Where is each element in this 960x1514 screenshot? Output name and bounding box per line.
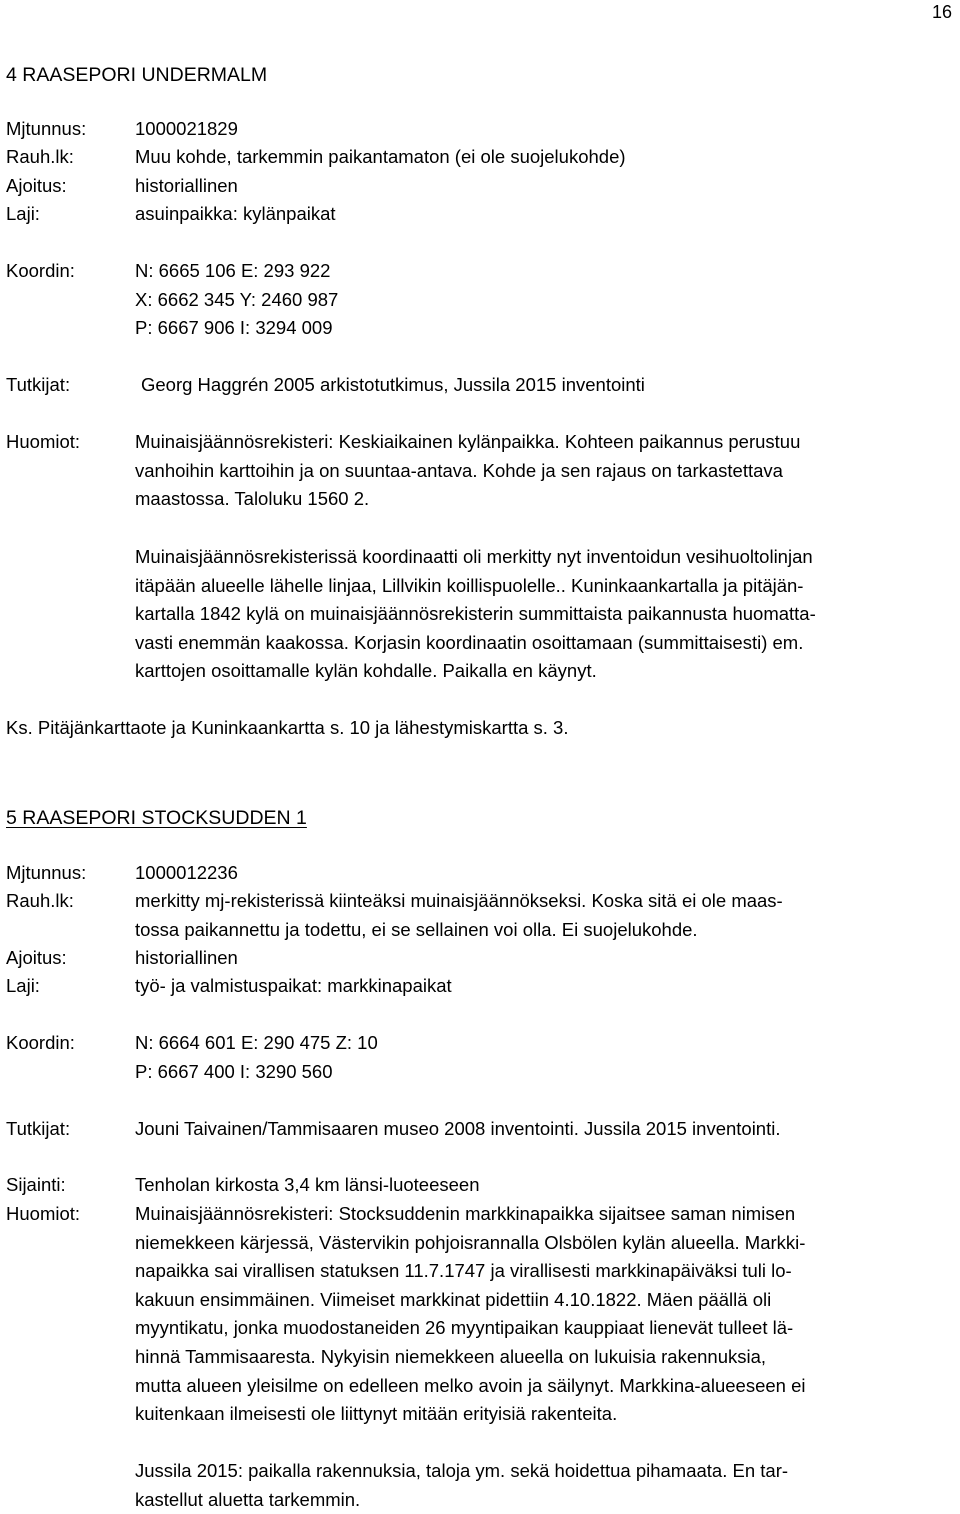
text-line: Muinaisjäännösrekisteri: Stocksuddenin markkinapaikka sijaitsee saman nimisen <box>135 1203 796 1224</box>
field-label: Koordin: <box>6 1032 75 1053</box>
section-heading-stocksudden: 5 RAASEPORI STOCKSUDDEN 1 <box>6 807 307 829</box>
notes-paragraph-2 <box>135 543 955 686</box>
field-label: Ajoitus: <box>6 175 67 196</box>
field-label: Ajoitus: <box>6 947 67 968</box>
map-reference: Ks. Pitäjänkarttaote ja Kuninkaankartta s. 10 ja lähestymiskartta s. 3. <box>6 717 569 738</box>
text-line: mutta alueen yleisilme on edelleen melko avoin ja säilynyt. Markkina-alueeseen ei <box>135 1374 806 1396</box>
notes-paragraph-2 <box>135 1457 955 1514</box>
text-line: kastellut aluetta tarkemmin. <box>135 1488 361 1510</box>
field-value <box>135 887 955 944</box>
field-label: Rauh.lk: <box>6 146 74 167</box>
section-heading-undermalm: 4 RAASEPORI UNDERMALM <box>6 64 268 86</box>
field-value: Muu kohde, tarkemmin paikantamaton (ei ole suojelukohde) <box>135 146 626 167</box>
field-value: työ- ja valmistuspaikat: markkinapaikat <box>135 975 452 996</box>
text-line: merkitty mj-rekisterissä kiinteäksi muinaisjäännökseksi. Koska sitä ei ole maas- <box>135 890 783 911</box>
text-line: Muinaisjäännösrekisterissä koordinaatti oli merkitty nyt inventoidun vesihuoltolinjan <box>135 546 813 567</box>
coordinate-line: X: 6662 345 Y: 2460 987 <box>135 288 339 310</box>
field-label: Tutkijat: <box>6 1118 71 1139</box>
field-value: Tenholan kirkosta 3,4 km länsi-luoteeseen <box>135 1174 480 1195</box>
text-line: Muinaisjäännösrekisteri: Keskiaikainen kylänpaikka. Kohteen paikannus perustuu <box>135 431 801 452</box>
text-line: karttojen osoittamalle kylän kohdalle. Paikalla en käynyt. <box>135 660 597 682</box>
coordinate-line: N: 6665 106 E: 293 922 <box>135 260 331 281</box>
page-number: 16 <box>931 2 952 22</box>
text-line: maastossa. Taloluku 1560 2. <box>135 488 370 510</box>
text-line: kakuun ensimmäinen. Viimeiset markkinat pidettiin 4.10.1822. Mäen päällä oli <box>135 1288 772 1310</box>
field-label: Huomiot: <box>6 431 81 452</box>
field-value: 1000012236 <box>135 862 238 883</box>
coordinate-line: P: 6667 400 I: 3290 560 <box>135 1060 333 1082</box>
field-label: Huomiot: <box>6 1203 81 1224</box>
notes-paragraph <box>135 1200 955 1429</box>
coordinate-line: N: 6664 601 E: 290 475 Z: 10 <box>135 1032 378 1053</box>
field-label: Rauh.lk: <box>6 890 74 911</box>
field-label: Mjtunnus: <box>6 862 87 883</box>
field-label: Koordin: <box>6 260 75 281</box>
text-line: myyntikatu, jonka muodostaneiden 26 myyntipaikan kauppiaat lienevät tulleet lä- <box>135 1317 794 1339</box>
field-value: 1000021829 <box>135 118 238 139</box>
text-line: hinnä Tammisaaresta. Nykyisin niemekkeen alueella on lukuisia rakennuksia, <box>135 1345 767 1367</box>
field-value: Georg Haggrén 2005 arkistotutkimus, Jussila 2015 inventointi <box>141 374 645 395</box>
coordinate-lines <box>135 1029 955 1086</box>
coordinate-lines <box>135 257 955 343</box>
text-line: Jussila 2015: paikalla rakennuksia, taloja ym. sekä hoidettua pihamaata. En tar- <box>135 1460 789 1481</box>
field-label: Tutkijat: <box>6 374 71 395</box>
coordinate-line: P: 6667 906 I: 3294 009 <box>135 317 333 339</box>
text-line: napaikka sai virallisen statuksen 11.7.1747 ja virallisesti markkinapäiväksi tuli lo- <box>135 1260 792 1282</box>
field-value: asuinpaikka: kylänpaikat <box>135 203 336 224</box>
field-value: historiallinen <box>135 175 238 196</box>
field-label: Laji: <box>6 975 40 996</box>
field-value: historiallinen <box>135 947 238 968</box>
text-line: tossa paikannettu ja todettu, ei se sellainen voi olla. Ei suojelukohde. <box>135 918 698 940</box>
text-line: vanhoihin karttoihin ja on suuntaa-antava. Kohde ja sen rajaus on tarkastettava <box>135 459 783 481</box>
text-line: niemekkeen kärjessä, Västervikin pohjoisrannalla Olsbölen kylän alueella. Markki- <box>135 1231 806 1253</box>
field-label: Laji: <box>6 203 40 224</box>
field-label: Mjtunnus: <box>6 118 87 139</box>
field-value: Jouni Taivainen/Tammisaaren museo 2008 inventointi. Jussila 2015 inventointi. <box>135 1118 781 1139</box>
text-line: kuitenkaan ilmeisesti ole liittynyt mitään erityisiä rakenteita. <box>135 1403 618 1425</box>
notes-paragraph <box>135 428 955 514</box>
text-line: itäpään alueelle lähelle linjaa, Lillvikin koillispuolelle.. Kuninkaankartalla ja pitäjän- <box>135 574 804 596</box>
text-line: vasti enemmän kaakossa. Korjasin koordinaatin osoittamaan (summittaisesti) em. <box>135 631 804 653</box>
text-line: kartalla 1842 kylä on muinaisjäännösrekisterin summittaista paikannusta huomatta- <box>135 603 816 625</box>
field-label: Sijainti: <box>6 1174 66 1195</box>
